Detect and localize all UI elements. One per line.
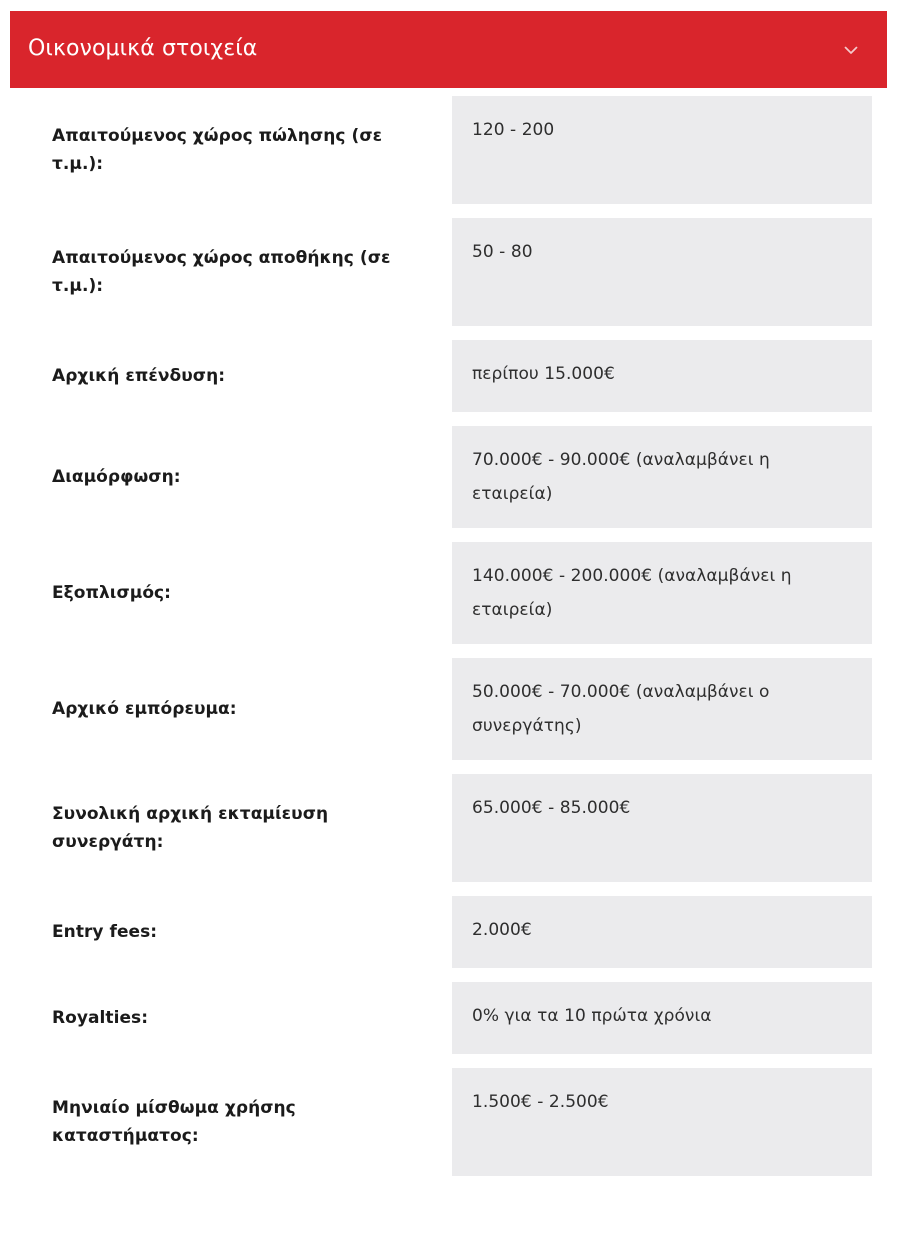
table-row xyxy=(0,340,900,412)
financial-details-list xyxy=(0,96,900,1176)
row-value-cell xyxy=(452,1068,872,1176)
table-row xyxy=(0,426,900,528)
chevron-down-icon[interactable] xyxy=(841,40,861,60)
row-value: 50.000€ - 70.000€ (αναλαμβάνει ο συνεργάτης) xyxy=(472,682,770,736)
row-separator xyxy=(0,1054,900,1068)
row-value-cell xyxy=(452,426,872,528)
row-label-cell xyxy=(0,896,452,968)
row-value: 70.000€ - 90.000€ (αναλαμβάνει η εταιρεία) xyxy=(472,450,770,504)
row-label: Μηνιαίο μίσθωμα χρήσης καταστήματος: xyxy=(52,1098,296,1146)
row-separator xyxy=(0,412,900,426)
row-label: Απαιτούμενος χώρος πώλησης (σε τ.μ.): xyxy=(52,126,383,174)
row-label-cell xyxy=(0,982,452,1054)
row-label: Αρχικό εμπόρευμα: xyxy=(52,699,237,719)
row-label-cell xyxy=(0,1068,452,1176)
row-label: Διαμόρφωση: xyxy=(52,467,181,487)
row-value: 50 - 80 xyxy=(472,242,533,262)
table-row xyxy=(0,774,900,882)
accordion-title: Οικονομικά στοιχεία xyxy=(28,36,258,62)
row-value-cell xyxy=(452,896,872,968)
accordion-header-financial-details[interactable] xyxy=(10,11,887,88)
row-value: περίπου 15.000€ xyxy=(472,364,615,384)
row-separator xyxy=(0,968,900,982)
row-label-cell xyxy=(0,542,452,644)
row-value: 120 - 200 xyxy=(472,120,555,140)
table-row xyxy=(0,982,900,1054)
row-label: Απαιτούμενος χώρος αποθήκης (σε τ.μ.): xyxy=(52,248,391,296)
row-value: 2.000€ xyxy=(472,920,532,940)
row-label: Αρχική επένδυση: xyxy=(52,366,226,386)
row-separator xyxy=(0,326,900,340)
row-label: Entry fees: xyxy=(52,922,158,942)
row-label: Royalties: xyxy=(52,1008,149,1028)
table-row xyxy=(0,96,900,204)
row-separator xyxy=(0,204,900,218)
row-label-cell xyxy=(0,340,452,412)
row-separator xyxy=(0,760,900,774)
row-separator xyxy=(0,528,900,542)
row-value-cell xyxy=(452,218,872,326)
row-value-cell xyxy=(452,542,872,644)
table-row xyxy=(0,896,900,968)
row-label-cell xyxy=(0,426,452,528)
table-row xyxy=(0,1068,900,1176)
row-value: 1.500€ - 2.500€ xyxy=(472,1092,609,1112)
row-value: 65.000€ - 85.000€ xyxy=(472,798,631,818)
row-label-cell xyxy=(0,96,452,204)
row-value-cell xyxy=(452,982,872,1054)
row-value-cell xyxy=(452,774,872,882)
row-value: 0% για τα 10 πρώτα χρόνια xyxy=(472,1006,712,1026)
row-value-cell xyxy=(452,96,872,204)
row-label-cell xyxy=(0,218,452,326)
row-label: Συνολική αρχική εκταμίευση συνεργάτη: xyxy=(52,804,329,852)
table-row xyxy=(0,658,900,760)
table-row xyxy=(0,218,900,326)
row-separator xyxy=(0,644,900,658)
row-value-cell xyxy=(452,658,872,760)
table-row xyxy=(0,542,900,644)
row-label-cell xyxy=(0,658,452,760)
row-value-cell xyxy=(452,340,872,412)
row-label: Εξοπλισμός: xyxy=(52,583,172,603)
row-value: 140.000€ - 200.000€ (αναλαμβάνει η εταιρεία) xyxy=(472,566,792,620)
row-label-cell xyxy=(0,774,452,882)
row-separator xyxy=(0,882,900,896)
